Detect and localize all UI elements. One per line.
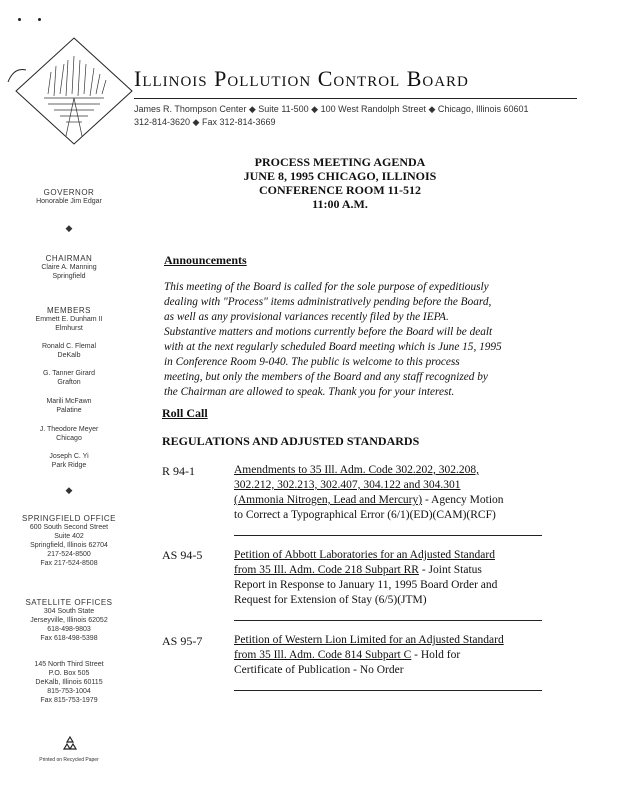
member-name: G. Tanner Girard xyxy=(42,370,95,377)
springfield-line: Springfield, Illinois 62704 xyxy=(30,542,108,549)
item-title-line: from 35 Ill. Adm. Code 814 Subpart C xyxy=(234,649,412,661)
letterhead-phone: 312-814-3620 ◆ Fax 312-814-3669 xyxy=(134,117,276,127)
announcements-body xyxy=(164,280,564,400)
board-logo xyxy=(4,36,138,146)
scan-mark xyxy=(18,18,21,21)
announcement-line: dealing with "Process" items administratively pending before the Board, xyxy=(164,296,492,308)
item-desc-line: Report in Response to January 11, 1995 Board Order and xyxy=(234,579,498,591)
sidebar-member xyxy=(14,397,124,415)
agenda-heading xyxy=(200,155,480,211)
diamond-emblem-icon xyxy=(4,36,138,146)
sidebar-governor xyxy=(14,188,124,206)
satellite-title: SATELLITE OFFICES xyxy=(25,598,113,607)
satellite-line: Jerseyville, Illinois 62052 xyxy=(30,617,108,624)
agenda-heading-line: PROCESS MEETING AGENDA xyxy=(254,155,426,169)
agenda-item xyxy=(234,548,554,608)
item-title-line: Petition of Western Lion Limited for an Adjusted Standard xyxy=(234,634,504,646)
sidebar-chairman xyxy=(14,254,124,281)
item-desc-line: Request for Extension of Stay (6/5)(JTM) xyxy=(234,594,427,606)
agenda-heading-line: JUNE 8, 1995 CHICAGO, ILLINOIS xyxy=(243,169,437,183)
item-code: AS 95-7 xyxy=(162,634,203,648)
announcement-line: as well as any provisional variances recently filed by the IEPA. xyxy=(164,311,449,323)
announcement-line: the Chairman are allowed to speak. Thank you for your interest. xyxy=(164,386,455,398)
members-title: MEMBERS xyxy=(47,306,91,315)
sidebar-member xyxy=(14,452,124,470)
agenda-heading-line: CONFERENCE ROOM 11-512 xyxy=(259,183,421,197)
item-code: AS 94-5 xyxy=(162,548,203,562)
satellite-line: 304 South State xyxy=(43,608,95,615)
member-name: Marili McFawn xyxy=(46,398,92,405)
item-title-line: 302.212, 302.213, 302.407, 304.122 and 304.301 xyxy=(234,479,461,491)
dekalb-line: Fax 815-753-1979 xyxy=(40,697,98,704)
member-city: Park Ridge xyxy=(51,462,87,469)
agenda-heading-line: 11:00 A.M. xyxy=(312,197,368,211)
sidebar-satellite-offices xyxy=(14,598,124,643)
item-title-line: from 35 Ill. Adm. Code 218 Subpart RR xyxy=(234,564,419,576)
member-city: Palatine xyxy=(56,407,82,414)
sidebar-divider-icon: ◆ xyxy=(65,485,73,495)
dekalb-line: P.O. Box 505 xyxy=(48,670,90,677)
dekalb-line: 815-753-1004 xyxy=(47,688,91,695)
chairman-title: CHAIRMAN xyxy=(45,254,93,263)
item-desc-line: to Correct a Typographical Error (6/1)(ED)(CAM)(RCF) xyxy=(234,509,496,521)
announcement-line: in Conference Room 9-040. The public is welcome to this process xyxy=(164,356,460,368)
member-city: Elmhurst xyxy=(55,325,83,332)
sidebar-divider-icon: ◆ xyxy=(65,223,73,233)
member-city: DeKalb xyxy=(57,352,81,359)
springfield-line: Suite 402 xyxy=(54,533,84,540)
letterhead-rule xyxy=(134,98,577,99)
member-name: J. Theodore Meyer xyxy=(39,426,99,433)
letterhead-address: James R. Thompson Center ◆ Suite 11-500 ◆ 100 West Randolph Street ◆ Chicago, Illinois 60601 xyxy=(134,104,529,114)
governor-name: Honorable Jim Edgar xyxy=(36,198,102,205)
sidebar-member xyxy=(14,425,124,443)
roll-call-title: Roll Call xyxy=(162,406,208,420)
member-name: Ronald C. Flemal xyxy=(41,343,97,350)
item-rule xyxy=(234,690,542,691)
item-desc: - Joint Status xyxy=(418,564,482,576)
chairman-city: Springfield xyxy=(52,273,86,280)
announcement-line: meeting, but only the members of the Board and any staff recognized by xyxy=(164,371,488,383)
sidebar-member xyxy=(14,369,124,387)
item-rule xyxy=(234,620,542,621)
springfield-line: Fax 217-524-8508 xyxy=(40,560,98,567)
governor-title: GOVERNOR xyxy=(43,188,95,197)
item-title-line: (Ammonia Nitrogen, Lead and Mercury) xyxy=(234,494,423,506)
satellite-line: 618-498-9803 xyxy=(47,626,91,633)
sidebar-members xyxy=(14,306,124,333)
dekalb-line: 145 North Third Street xyxy=(34,661,104,668)
letterhead-title: Illinois Pollution Control Board xyxy=(134,66,469,91)
member-city: Grafton xyxy=(57,379,81,386)
announcement-line: Substantive matters and motions currently before the Board will be dealt xyxy=(164,326,493,338)
agenda-item xyxy=(234,633,554,678)
announcement-line: This meeting of the Board is called for the sole purpose of expeditiously xyxy=(164,281,489,293)
item-code: R 94-1 xyxy=(162,464,195,478)
scan-mark xyxy=(38,18,41,21)
item-desc: - Agency Motion xyxy=(422,494,504,506)
dekalb-line: DeKalb, Illinois 60115 xyxy=(35,679,103,686)
recycle-icon xyxy=(62,736,78,752)
member-name: Emmett E. Dunham II xyxy=(35,316,103,323)
sidebar-springfield-office xyxy=(14,514,124,568)
recycled-note: Printed on Recycled Paper xyxy=(39,757,99,763)
member-city: Chicago xyxy=(56,435,82,442)
sidebar-member xyxy=(14,342,124,360)
announcements-title: Announcements xyxy=(164,253,247,267)
springfield-line: 217-524-8500 xyxy=(47,551,91,558)
regulations-title: REGULATIONS AND ADJUSTED STANDARDS xyxy=(162,434,420,448)
springfield-line: 600 South Second Street xyxy=(29,524,109,531)
satellite-line: Fax 618-498-5398 xyxy=(40,635,98,642)
item-desc: - Hold for xyxy=(411,649,461,661)
springfield-title: SPRINGFIELD OFFICE xyxy=(22,514,116,523)
chairman-name: Claire A. Manning xyxy=(41,264,97,271)
item-title-line: Petition of Abbott Laboratories for an Adjusted Standard xyxy=(234,549,495,561)
item-title-line: Amendments to 35 Ill. Adm. Code 302.202, 302.208, xyxy=(234,464,480,476)
agenda-item xyxy=(234,463,554,523)
announcement-line: with at the next regularly scheduled Board meeting which is June 15, 1995 xyxy=(164,341,502,353)
sidebar-dekalb-office xyxy=(14,660,124,705)
member-name: Joseph C. Yi xyxy=(49,453,89,460)
item-rule xyxy=(234,535,542,536)
item-desc-line: Certificate of Publication - No Order xyxy=(234,664,404,676)
